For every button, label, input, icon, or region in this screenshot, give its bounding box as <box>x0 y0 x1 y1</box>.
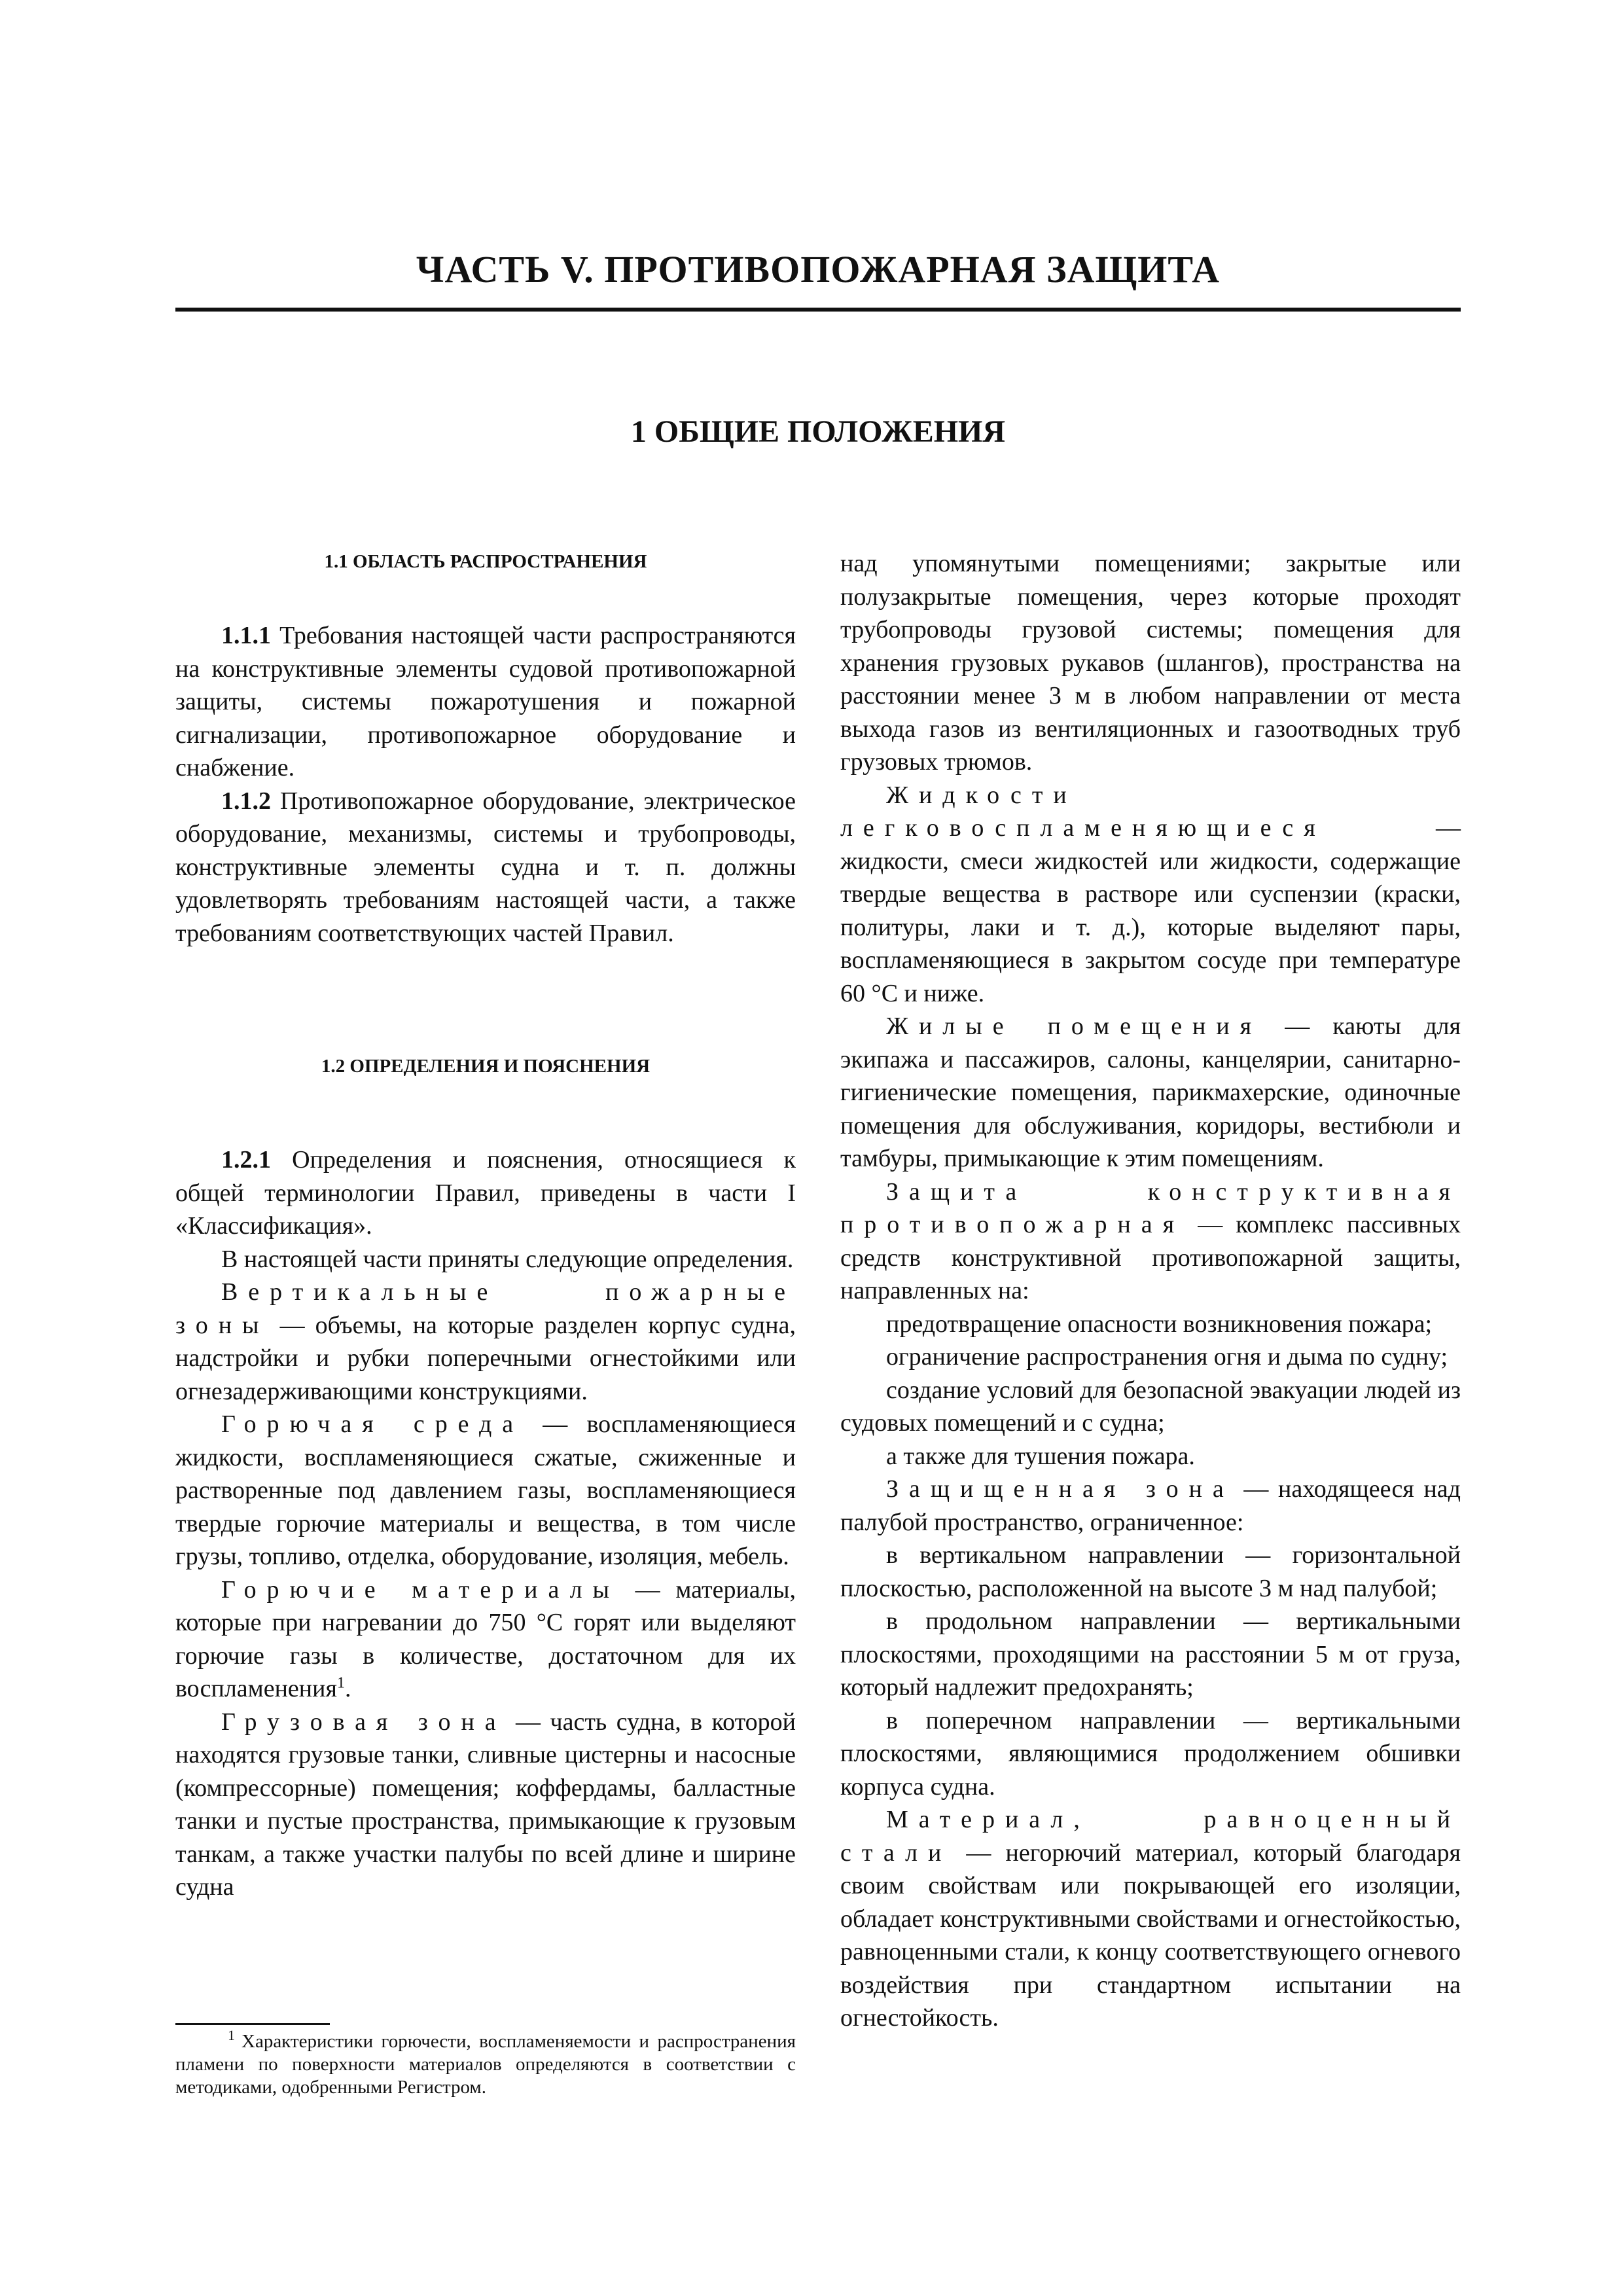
paragraph-definitions-intro: В настоящей части приняты следующие определения. <box>221 1245 794 1273</box>
definition-term: Горючие материалы <box>221 1575 620 1604</box>
left-column <box>175 547 796 1904</box>
definition-term: Жилые помещения <box>886 1013 1262 1040</box>
definition-term: Грузовая зона <box>221 1708 507 1736</box>
definition-combustible-materials <box>175 1573 796 1706</box>
footnote-reference: 1 <box>336 1674 345 1692</box>
definition-protected-zone <box>840 1473 1461 1539</box>
paragraph-number: 1.1.2 <box>221 787 271 815</box>
definition-term: Горючая среда <box>221 1410 524 1438</box>
list-item-protected-1: в вертикальном направлении — горизонтальной плоскостью, расположенной на высоте 3 м над палубой; <box>840 1541 1461 1602</box>
definition-text: — часть судна, в которой находятся грузовые танки, сливные цистерны и насосные (компрессорные) помещения; коффердамы, балластные танки и пустые пространства, примыкающие к грузовым танкам, а также участки палубы по всей длине и ширине судна <box>175 1708 796 1901</box>
part-title-rule <box>175 308 1461 312</box>
definition-combustible-environment <box>175 1408 796 1573</box>
definition-text: — материалы, которые при нагревании до 750 °С горят или выделяют горючие газы в количестве, достаточном для их воспламенения <box>175 1575 796 1702</box>
footnote-rule <box>175 2023 330 2025</box>
definition-text: — объемы, на которые разделен корпус судна, надстройки и рубки поперечными огнестойкими или огнезадерживающими конструкциями. <box>175 1311 796 1405</box>
part-title: ЧАСТЬ V. ПРОТИВОПОЖАРНАЯ ЗАЩИТА <box>416 248 1221 291</box>
definition-text: — воспламеняющиеся жидкости, воспламеняющиеся сжатые, сжиженные и растворенные под давлением газы, воспламеняющиеся твердые горючие материалы и вещества, в том числе грузы, топливо, отделка, оборудование, изоляция, мебель. <box>175 1410 796 1570</box>
definition-text: — каюты для экипажа и пассажиров, салоны, канцелярии, санитарно-гигиенические помещения, парикмахерские, одиночные помещения для обслуживания, коридоры, вестибюли и тамбуры, примыкающие к этим помещениям. <box>840 1013 1461 1172</box>
definition-cargo-zone <box>175 1706 796 1904</box>
chapter-title: 1 ОБЩИЕ ПОЛОЖЕНИЯ <box>630 414 1006 449</box>
paragraph-number: 1.2.1 <box>221 1146 271 1174</box>
list-item-structural-4: а также для тушения пожара. <box>886 1442 1195 1470</box>
footnote <box>175 2027 796 2099</box>
footnote-text: Характеристики горючести, воспламеняемости и распространения пламени по поверхности материалов определяются в соответствии с методиками, одобренными Регистром. <box>175 2031 796 2098</box>
definition-steel-equivalent-material <box>840 1803 1461 2035</box>
definition-term: Защита конструктивная противопожарная <box>840 1177 1461 1238</box>
list-item-structural-2: ограничение распространения огня и дыма по судну; <box>886 1343 1448 1371</box>
definition-text: — находящееся над палубой пространство, ограниченное: <box>840 1475 1461 1536</box>
definition-cargo-zone-continued: над упомянутыми помещениями; закрытые или полузакрытые помещения, через которые проходят трубопроводы грузовой системы; помещения для хранения грузовых рукавов (шлангов), пространства на расстоянии менее 3 м в любом направлении от места выхода газов из вентиляционных и газоотводных труб грузовых трюмов. <box>840 550 1461 776</box>
definition-flammable-liquids <box>840 779 1461 1011</box>
definition-term: Материал, равноценный стали <box>840 1806 1461 1867</box>
section-heading-1-2: 1.2 ОПРЕДЕЛЕНИЯ И ПОЯСНЕНИЯ <box>321 1056 651 1077</box>
paragraph-text: Определения и пояснения, относящиеся к общей терминологии Правил, приведены в части I «Классификация». <box>175 1146 796 1240</box>
definition-vertical-fire-zones <box>175 1276 796 1408</box>
definition-term: Жидкости легковоспламеняющиеся <box>840 781 1326 842</box>
definition-living-spaces <box>840 1010 1461 1175</box>
paragraph-1-1-2 <box>175 785 796 950</box>
paragraph-1-2-1 <box>175 1143 796 1243</box>
paragraph-text: Противопожарное оборудование, электрическое оборудование, механизмы, системы и трубопроводы, конструктивные элементы судна и т. п. должны удовлетворять требованиям настоящей части, а также требованиям соответствующих частей Правил. <box>175 787 796 947</box>
footnote-mark: 1 <box>228 2027 235 2044</box>
definition-structural-fire-protection <box>840 1175 1461 1308</box>
paragraph-text: Требования настоящей части распространяются на конструктивные элементы судовой противопожарной защиты, системы пожаротушения и пожарной сигнализации, противопожарное оборудование и снабжение. <box>175 622 796 781</box>
definition-text-end: . <box>344 1675 351 1702</box>
list-item-protected-3: в поперечном направлении — вертикальными плоскостями, являющимися продолжением обшивки корпуса судна. <box>840 1706 1461 1801</box>
right-column <box>840 547 1461 2035</box>
definition-term: Вертикальные пожарные зоны <box>175 1278 796 1339</box>
section-heading-1-1: 1.1 ОБЛАСТЬ РАСПРОСТРАНЕНИЯ <box>324 551 647 572</box>
list-item-structural-3: создание условий для безопасной эвакуации людей из судовых помещений и с судна; <box>840 1376 1461 1437</box>
list-item-protected-2: в продольном направлении — вертикальными плоскостями, проходящими на расстоянии 5 м от груза, который надлежит предохранять; <box>840 1607 1461 1701</box>
list-item-structural-1: предотвращение опасности возникновения пожара; <box>886 1310 1433 1338</box>
definition-term: Защищенная зона <box>886 1475 1234 1503</box>
definition-text: — негорючий материал, который благодаря своим свойствам или покрывающей его изоляции, обладает конструктивными свойствами и огнестойкостью, равноценными стали, к концу соответствующего огневого воздействия при стандартном испытании на огнестойкость. <box>840 1839 1461 2032</box>
definition-text: — жидкости, смеси жидкостей или жидкости, содержащие твердые вещества в растворе или суспензии (краски, политуры, лаки и т. д.), которые выделяют пары, воспламеняющиеся в закрытом сосуде при температуре 60 °С и ниже. <box>840 814 1461 1007</box>
paragraph-number: 1.1.1 <box>221 622 271 649</box>
paragraph-1-1-1 <box>175 619 796 785</box>
definition-text: — комплекс пассивных средств конструктивной противопожарной защиты, направленных на: <box>840 1211 1461 1304</box>
